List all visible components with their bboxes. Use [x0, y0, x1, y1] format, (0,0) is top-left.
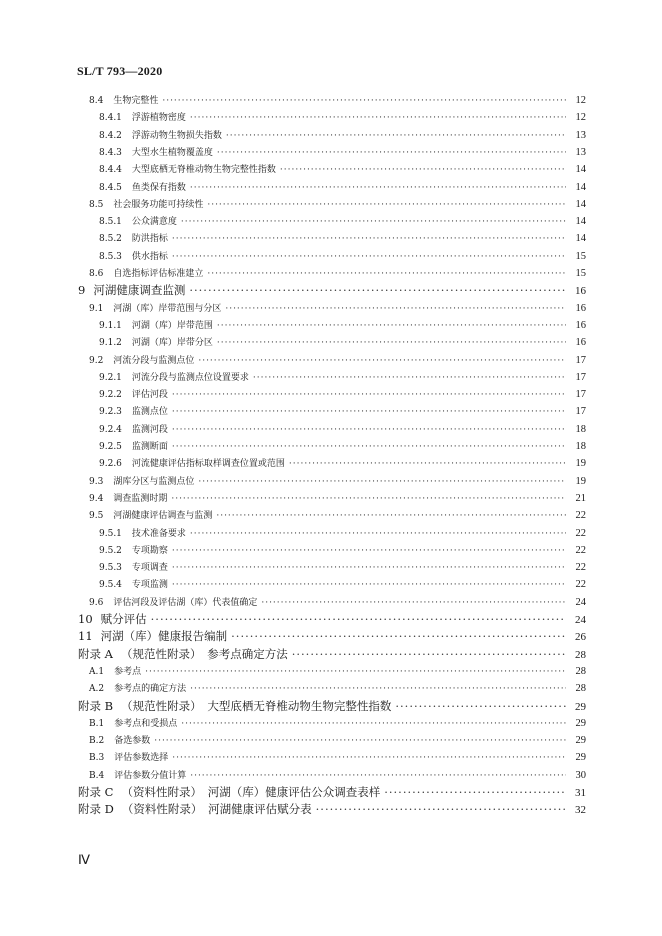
toc-entry[interactable]	[78, 628, 586, 645]
toc-entry-title: 河流分段与监测点位	[113, 355, 195, 366]
toc-entry[interactable]	[99, 559, 586, 576]
toc-entry-page: 19	[575, 475, 586, 487]
toc-entry-page: 17	[575, 371, 586, 383]
toc-entry[interactable]	[89, 507, 586, 524]
toc-entry-page: 13	[575, 146, 586, 158]
toc-entry[interactable]	[89, 92, 586, 109]
toc-dot-leader	[225, 301, 566, 318]
toc-entry-number: 附录 B	[78, 698, 114, 713]
toc-entry-title: 专项监测	[131, 580, 168, 591]
toc-entry-page: 12	[575, 95, 586, 106]
toc-entry[interactable]	[99, 109, 586, 126]
toc-entry-title: 参考点的确定方法	[114, 684, 187, 695]
toc-entry-title: 河流健康评估指标取样调查位置或范围	[131, 459, 285, 470]
toc-entry[interactable]	[89, 680, 586, 697]
toc-dot-leader	[289, 456, 566, 473]
toc-dot-leader	[162, 93, 566, 110]
toc-entry-number: 9.2.5	[99, 442, 122, 452]
toc-dot-leader	[217, 318, 566, 335]
toc-entry-title: 湖库分区与监测点位	[113, 476, 195, 487]
toc-dot-leader	[216, 508, 566, 525]
toc-entry-number: 9.1.1	[99, 320, 122, 331]
toc-entry-page: 14	[575, 216, 586, 228]
toc-entry-title: 参考点	[114, 666, 142, 677]
toc-entry-page: 32	[575, 804, 586, 817]
toc-entry-page: 15	[575, 268, 586, 279]
toc-entry-number: 8.5	[89, 199, 104, 210]
toc-entry-page: 17	[575, 354, 586, 366]
toc-entry-number: 9	[78, 283, 86, 298]
toc-entry[interactable]	[99, 179, 586, 196]
toc-dot-leader	[198, 474, 566, 491]
toc-entry-title: 评估参数分值计算	[114, 770, 187, 781]
toc-dot-leader	[189, 282, 566, 299]
toc-entry-title: 大型底栖无脊椎动物生物完整性指数	[131, 165, 276, 176]
toc-entry-number: 9.5.3	[99, 563, 122, 574]
toc-entry-page: 24	[575, 596, 586, 608]
toc-dot-leader	[190, 110, 566, 127]
toc-entry-number: 9.6	[89, 597, 104, 608]
toc-entry[interactable]	[99, 542, 586, 559]
toc-entry-number: 9.1	[89, 303, 104, 314]
toc-dot-leader	[217, 145, 566, 162]
toc-entry[interactable]	[89, 663, 586, 680]
page-number-roman: Ⅳ	[78, 852, 90, 867]
toc-entry-title: 大型水生植物覆盖度	[131, 147, 213, 158]
toc-entry-number: B.1	[89, 718, 105, 729]
toc-entry-number: 9.5.2	[99, 545, 122, 556]
toc-entry-number: 9.2.4	[99, 424, 122, 435]
toc-entry-page: 22	[575, 562, 586, 574]
toc-entry-page: 16	[575, 302, 586, 314]
toc-entry-page: 28	[575, 648, 586, 661]
toc-entry-title: 河湖（库）健康报告编制	[100, 629, 228, 644]
toc-entry-title: 河流分段与监测点位设置要求	[131, 372, 249, 383]
toc-entry-number: 9.2.6	[99, 459, 122, 470]
toc-dot-leader	[253, 370, 566, 387]
toc-entry-number: 8.6	[89, 269, 104, 279]
toc-entry[interactable]	[89, 473, 586, 490]
toc-entry-page: 15	[575, 250, 586, 262]
toc-entry[interactable]	[89, 732, 586, 749]
toc-dot-leader	[181, 716, 566, 733]
toc-entry-title: 社会服务功能可持续性	[113, 199, 204, 210]
toc-entry-page: 17	[575, 406, 586, 418]
toc-entry-title: 供水指标	[131, 251, 168, 262]
toc-dot-leader	[198, 353, 566, 370]
toc-entry[interactable]	[99, 386, 586, 403]
toc-entry-number: 9.5.1	[99, 528, 122, 539]
toc-entry[interactable]	[99, 403, 586, 420]
toc-entry[interactable]	[99, 230, 586, 247]
toc-entry-page: 30	[575, 769, 586, 781]
toc-entry-title: 参考点和受损点	[114, 718, 178, 729]
toc-entry-title: （资料性附录） 河湖（库）健康评估公众调查表样	[121, 785, 381, 799]
toc-dot-leader	[172, 387, 566, 404]
toc-entry-title: 河湖（库）岸带分区	[131, 338, 213, 349]
toc-entry-page: 17	[575, 389, 586, 401]
toc-entry[interactable]	[78, 646, 586, 663]
toc-entry-title: 调查监测时期	[113, 493, 168, 504]
toc-entry-number: 10	[78, 612, 93, 626]
document-code: SL/T 793—2020	[77, 64, 163, 78]
toc-dot-leader	[217, 335, 566, 352]
toc-entry-page: 29	[575, 700, 586, 713]
toc-entry-title: （规范性附录） 大型底栖无脊椎动物生物完整性指数	[121, 698, 392, 713]
toc-entry[interactable]	[99, 144, 586, 161]
toc-dot-leader	[172, 422, 566, 439]
toc-entry-title: 专项调查	[131, 563, 168, 574]
toc-entry[interactable]	[99, 334, 586, 351]
toc-entry-number: 8.4.4	[99, 165, 122, 176]
toc-entry-page: 14	[575, 181, 586, 193]
toc-entry[interactable]	[99, 576, 586, 593]
toc-entry-number: B.3	[89, 753, 105, 764]
toc-dot-leader	[172, 577, 566, 594]
toc-entry-page: 22	[575, 544, 586, 556]
toc-entry[interactable]	[89, 749, 586, 766]
toc-entry-number: A.2	[89, 684, 105, 695]
toc-entry-title: 赋分评估	[100, 612, 147, 626]
toc-entry-page: 24	[575, 614, 586, 626]
toc-dot-leader	[384, 784, 566, 801]
toc-entry-number: 9.4	[89, 493, 104, 504]
toc-entry[interactable]	[89, 352, 586, 369]
toc-entry-number: 9.5.4	[99, 580, 122, 591]
toc-entry-page: 18	[575, 423, 586, 435]
toc-entry[interactable]	[99, 438, 586, 455]
toc-entry-title: 河湖健康调查监测	[93, 283, 186, 298]
toc-entry-title: 备选参数	[114, 736, 151, 747]
toc-entry-number: 8.4	[89, 96, 104, 106]
toc-entry-number: 附录 C	[78, 785, 114, 799]
toc-entry-title: 防洪指标	[131, 234, 168, 245]
toc-entry-page: 14	[575, 164, 586, 176]
toc-entry-page: 16	[575, 337, 586, 349]
toc-dot-leader	[231, 628, 566, 645]
toc-entry-title: 公众满意度	[131, 217, 177, 228]
toc-dot-leader	[190, 180, 566, 197]
toc-entry[interactable]	[89, 767, 586, 784]
toc-entry[interactable]	[89, 490, 586, 507]
toc-entry-number: 附录 A	[78, 646, 113, 661]
toc-dot-leader	[172, 750, 566, 767]
toc-entry-page: 29	[575, 752, 586, 764]
toc-entry-number: 附录 D	[78, 802, 114, 817]
toc-entry-title: 评估参数选择	[114, 753, 169, 764]
toc-entry[interactable]	[99, 421, 586, 438]
toc-entry-number: 8.5.1	[99, 217, 122, 228]
toc-entry-number: 8.5.2	[99, 234, 122, 245]
toc-entry[interactable]	[99, 317, 586, 334]
toc-entry-title: 河湖（库）岸带范围与分区	[113, 303, 222, 314]
toc-entry-number: A.1	[89, 666, 105, 677]
toc-dot-leader	[172, 249, 566, 266]
toc-dot-leader	[280, 162, 566, 179]
toc-dot-leader	[151, 611, 566, 628]
toc-dot-leader	[292, 646, 566, 663]
toc-entry-number: 9.3	[89, 476, 104, 487]
toc-entry-title: 监测河段	[131, 424, 168, 435]
toc-entry[interactable]	[99, 369, 586, 386]
toc-entry[interactable]	[99, 248, 586, 265]
toc-entry[interactable]	[78, 784, 586, 801]
toc-entry[interactable]	[89, 196, 586, 213]
toc-dot-leader	[172, 560, 566, 577]
toc-entry-number: 8.5.3	[99, 251, 122, 262]
toc-dot-leader	[171, 491, 566, 508]
toc-entry-title: 自选指标评估标准建立	[113, 269, 204, 279]
toc-entry[interactable]	[89, 265, 586, 282]
toc-dot-leader	[145, 664, 566, 681]
toc-entry-number: 8.4.1	[99, 113, 122, 124]
toc-entry-number: 9.2.2	[99, 390, 122, 401]
toc-entry-title: 专项勘察	[131, 545, 168, 556]
toc-entry-page: 21	[575, 492, 586, 504]
toc-entry-title: 技术准备要求	[131, 528, 186, 539]
toc-entry-page: 22	[575, 579, 586, 591]
toc-entry-page: 12	[575, 112, 586, 124]
toc-entry[interactable]	[89, 300, 586, 317]
toc-entry-page: 13	[575, 129, 586, 141]
toc-dot-leader	[172, 231, 566, 248]
toc-dot-leader	[395, 698, 566, 715]
toc-entry-page: 28	[575, 683, 586, 695]
toc-entry[interactable]	[89, 715, 586, 732]
toc-entry-number: 9.2.1	[99, 372, 122, 383]
toc-entry[interactable]	[99, 161, 586, 178]
toc-entry-page: 29	[575, 735, 586, 747]
toc-entry-title: （规范性附录） 参考点确定方法	[120, 646, 288, 661]
toc-entry-page: 22	[575, 527, 586, 539]
toc-entry-title: 鱼类保有指数	[131, 182, 186, 193]
toc-dot-leader	[316, 801, 566, 818]
toc-entry-number: B.2	[89, 736, 105, 747]
toc-dot-leader	[172, 404, 566, 421]
toc-entry-title: （资料性附录） 河湖健康评估赋分表	[121, 802, 312, 817]
toc-entry[interactable]	[99, 455, 586, 472]
toc-entry-page: 19	[575, 458, 586, 470]
toc-entry[interactable]	[89, 594, 586, 611]
toc-entry-title: 生物完整性	[113, 96, 159, 106]
toc-dot-leader	[172, 439, 566, 456]
toc-entry-number: 9.2.3	[99, 407, 122, 418]
toc-entry-title: 浮游动物生物损失指数	[131, 130, 222, 141]
toc-entry-number: 11	[78, 629, 93, 644]
toc-entry-number: 8.4.2	[99, 130, 122, 141]
toc-entry-page: 26	[575, 631, 586, 644]
toc-entry-number: 9.2	[89, 355, 104, 366]
toc-entry-title: 河湖（库）岸带范围	[131, 320, 213, 331]
toc-entry[interactable]	[99, 525, 586, 542]
toc-dot-leader	[226, 128, 566, 145]
toc-dot-leader	[190, 768, 566, 785]
toc-dot-leader	[190, 681, 566, 698]
toc-entry-title: 监测断面	[131, 442, 168, 452]
toc-entry-page: 22	[575, 510, 586, 522]
toc-entry-page: 31	[575, 787, 586, 799]
toc-entry[interactable]	[99, 127, 586, 144]
toc-dot-leader	[154, 733, 566, 750]
toc-entry[interactable]	[99, 213, 586, 230]
toc-entry-number: 8.4.5	[99, 182, 122, 193]
toc-dot-leader	[181, 214, 566, 231]
toc-entry-page: 18	[575, 441, 586, 452]
toc-dot-leader	[261, 595, 566, 612]
toc-entry[interactable]	[78, 611, 586, 628]
toc-entry-page: 29	[575, 717, 586, 729]
toc-dot-leader	[207, 197, 566, 214]
toc-entry-page: 28	[575, 665, 586, 677]
toc-entry-title: 浮游植物密度	[131, 113, 186, 124]
toc-entry-page: 14	[575, 233, 586, 245]
toc-entry[interactable]	[78, 282, 586, 299]
toc-entry-number: 9.1.2	[99, 338, 122, 349]
toc-entry-number: B.4	[89, 770, 105, 781]
toc-entry-title: 评估河段	[131, 390, 168, 401]
toc-entry-number: 8.4.3	[99, 147, 122, 158]
toc-entry-page: 14	[575, 198, 586, 210]
toc-entry-title: 河湖健康评估调查与监测	[113, 511, 213, 522]
toc-entry-title: 评估河段及评估湖（库）代表值确定	[113, 597, 258, 608]
toc-entry-number: 9.5	[89, 511, 104, 522]
toc-entry[interactable]	[78, 801, 586, 818]
toc-dot-leader	[207, 266, 566, 283]
toc-dot-leader	[172, 543, 566, 560]
toc-entry[interactable]	[78, 698, 586, 715]
toc-dot-leader	[190, 526, 566, 543]
toc-entry-title: 监测点位	[131, 407, 168, 418]
toc-entry-page: 16	[575, 319, 586, 331]
toc-entry-page: 16	[575, 285, 586, 298]
